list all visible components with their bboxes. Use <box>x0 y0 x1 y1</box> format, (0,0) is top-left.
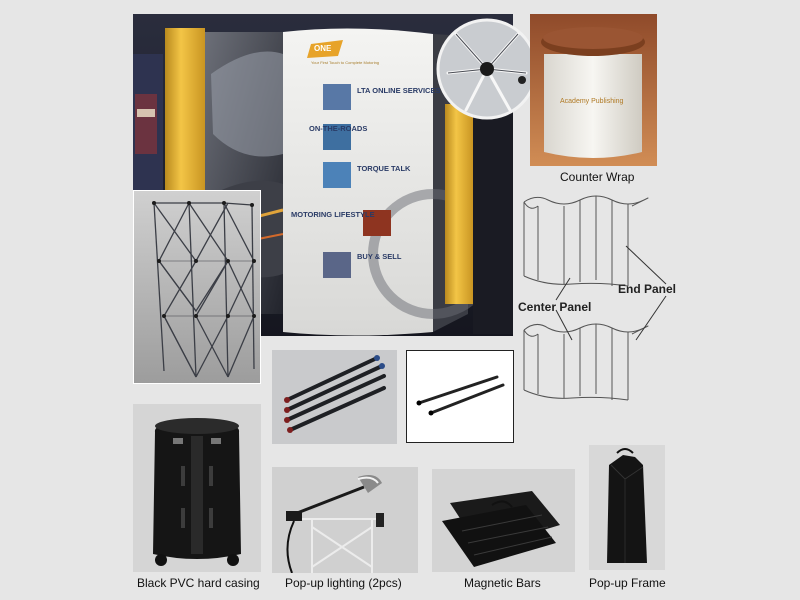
booth-section-3: TORQUE TALK <box>357 164 411 173</box>
end-panel-label: End Panel <box>618 282 677 296</box>
magnetic-bar-detail <box>406 350 514 443</box>
counter-wrap-photo <box>530 14 657 166</box>
booth-section-4: MOTORING LIFESTYLE <box>291 210 375 219</box>
popup-frame-label: Pop-up Frame <box>589 576 666 590</box>
center-panel-label: Center Panel <box>518 300 592 314</box>
booth-section-5: BUY & SELL <box>357 252 402 261</box>
booth-tagline: Your First Touch to Complete Motoring <box>311 60 380 65</box>
booth-section-2: ON-THE-ROADS <box>309 124 368 133</box>
magnetic-bars-label: Magnetic Bars <box>464 576 541 590</box>
counter-wrap-brand: Academy Publishing <box>560 98 624 105</box>
lighting-photo <box>272 467 418 573</box>
panel-diagram <box>516 190 686 420</box>
popup-frame-bag-photo <box>589 445 665 570</box>
frame-hub-inset <box>436 18 538 120</box>
hard-casing-label: Black PVC hard casing <box>137 576 260 590</box>
popup-frame-structure-photo <box>133 190 261 384</box>
counter-wrap-label: Counter Wrap <box>560 170 635 184</box>
frame-poles-photo <box>272 350 397 444</box>
hard-casing-photo <box>133 404 261 572</box>
booth-logo: ONE <box>314 44 332 53</box>
booth-section-1: LTA ONLINE SERVICES <box>357 86 441 95</box>
magnetic-bars-photo <box>432 469 575 572</box>
lighting-label: Pop-up lighting (2pcs) <box>285 576 402 590</box>
